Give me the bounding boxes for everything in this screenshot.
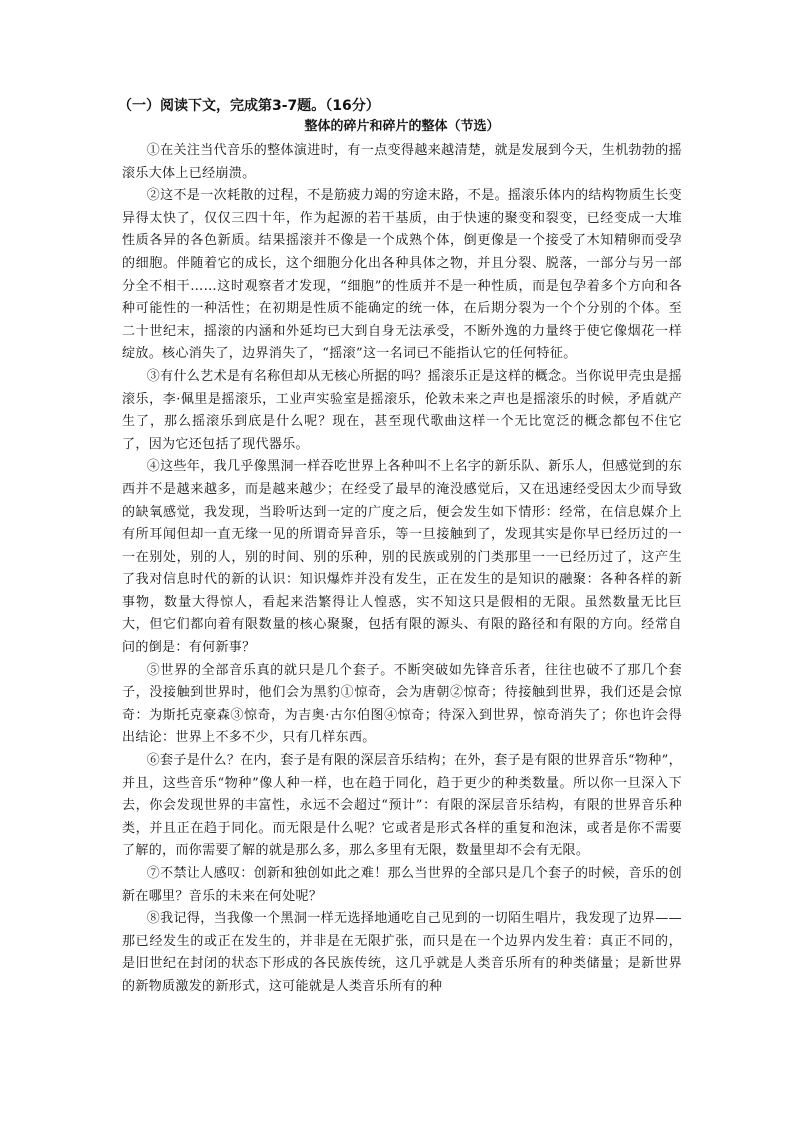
paragraph-8: ⑧我记得，当我像一个黑洞一样无选择地通吃自己见到的一切陌生唱片，我发现了边界——那已经发生的或正在发生的，并非是在无限扩张，而只是在一个边界内发生着：真正不同的，是旧世纪在封闭的状态下形成的各民族传统，这几乎就是人类音乐所有的种类储量；是新世界的新物质激发的新形式，这可能就是人类音乐所有的种 xyxy=(122,911,682,994)
paragraph-3: ③有什么艺术是有名称但却从无核心所据的吗？摇滚乐正是这样的概念。当你说甲壳虫是摇滚乐，李·佩里是摇滚乐，工业声实验室是摇滚乐，伦敦未来之声也是摇滚乐的时候，矛盾就产生了，那么摇滚乐到底是什么呢？现在，甚至现代歌曲这样一个无比宽泛的概念都包不住它了，因为它还包括了现代器乐。 xyxy=(122,368,682,452)
paragraph-4: ④这些年，我几乎像黑洞一样吞吃世界上各种叫不上名字的新乐队、新乐人，但感觉到的东西并不是越来越多，而是越来越少；在经受了最早的淹没感觉后，又在迅速经受因太少而导致的缺氧感觉，我发现，当聆听达到一定的广度之后，便会发生如下情形：经常，在信息媒介上有所耳闻但却一直无缘一见的所谓奇异音乐，等一旦接触到了，发现其实是你早已经历过的一一在别处，别的人，别的时间、别的乐种，别的民族或别的门类那里一一已经历过了，这产生了我对信息时代的新的认识：知识爆炸并没有发生，正在发生的是知识的融聚：各种各样的新事物，数量大得惊人，看起来浩繁得让人惶惑，实不知这只是假相的无限。虽然数量无比巨大，但它们都向着有限数量的核心聚聚，包括有限的源头、有限的路径和有限的方向。经常自问的倒是：有何新事？ xyxy=(122,459,682,656)
paragraph-7: ⑦不禁让人感叹：创新和独创如此之难！那么当世界的全部只是几个套子的时候，音乐的创新在哪里？音乐的未来在何处呢？ xyxy=(122,866,682,904)
paragraph-2: ②这不是一次耗散的过程，不是筋疲力竭的穷途末路，不是。摇滚乐体内的结构物质生长变异得太快了，仅仅三四十年，作为起源的若干基质，由于快速的聚变和裂变，已经变成一大堆性质各异的各色新质。结果摇滚并不像是一个成熟个体，倒更像是一个接受了木知精卵而受孕的细胞。伴随着它的成长，这个细胞分化出各种具体之物，并且分裂、脱落，一部分与另一部分全不相干……这时观察者才发现，“细胞”的性质并不是一种性质，而是包孕着多个方向和各种可能性的一种活性；在初期是性质不能确定的统一体，在后期分裂为一个个分别的个体。至二十世纪末，摇滚的内涵和外延均已大到自身无法承受，不断外逸的力量终于使它像烟花一样绽放。核心消失了，边界消失了，“摇滚”这一名词已不能指认它的任何特征。 xyxy=(122,188,682,362)
section-heading: （一）阅读下文，完成第3-7题。（16分） xyxy=(118,98,380,114)
document-page xyxy=(118,96,682,999)
paragraph-6: ⑥套子是什么？在内，套子是有限的深层音乐结构；在外，套子是有限的世界音乐“物种”，并且，这些音乐“物种”像人种一样，也在趋于同化，趋于更少的种类数量。所以你一旦深入下去，你会发现世界的丰富性，永远不会超过“预计”：有限的深层音乐结构，有限的世界音乐种类，并且正在趋于同化。而无限是什么呢？它或者是形式各样的重复和泡沫，或者是你不需要了解的，而你需要了解的就是那么多，那么多里有无限，数量里却不会有无限。 xyxy=(122,753,682,859)
paragraph-5: ⑤世界的全部音乐真的就只是几个套子。不断突破如先锋音乐者，往往也破不了那几个套子，没接触到世界时，他们会为黑豹①惊奇，会为唐朝②惊奇；待接触到世界，我们还是会惊奇：为斯托克豪森③惊奇，为吉奥·古尔伯图④惊奇；待深入到世界，惊奇消失了；你也许会得出结论：世界上不多不少，只有几样东西。 xyxy=(122,662,682,746)
paragraph-1: ①在关注当代音乐的整体演进时，有一点变得越来越清楚，就是发展到今天，生机勃勃的摇滚乐大体上已经崩溃。 xyxy=(122,143,682,181)
article-title: 整体的碎片和碎片的整体（节选） xyxy=(304,119,500,134)
